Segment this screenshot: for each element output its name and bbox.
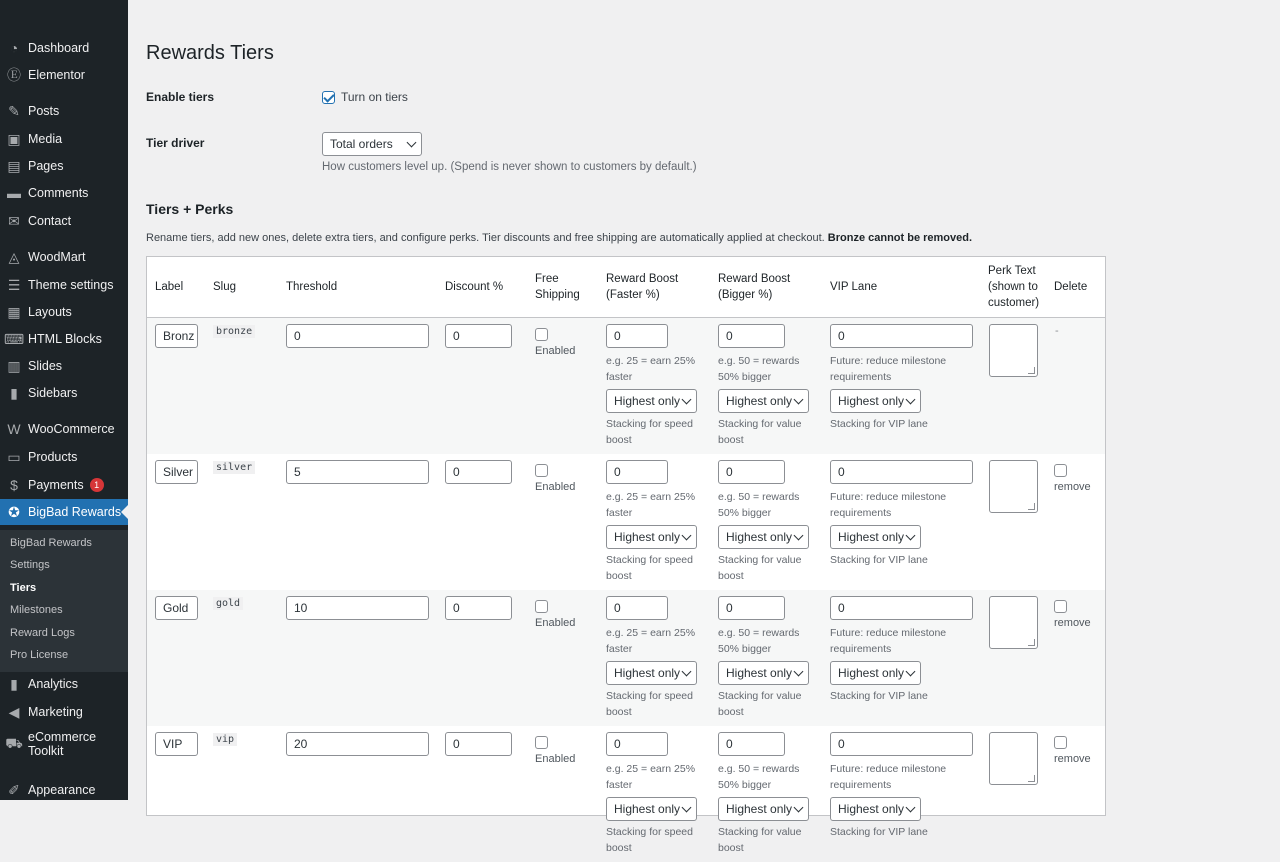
- vip-lane-help: Future: reduce milestone requirements: [830, 491, 947, 519]
- sidebar-item-sidebars[interactable]: [0, 380, 128, 406]
- vip-lane-stacking-help: Stacking for VIP lane: [830, 690, 928, 702]
- chevron-down-icon: [906, 803, 916, 813]
- discount-input[interactable]: 0: [445, 596, 512, 620]
- select-value: Highest only: [838, 802, 905, 816]
- sidebar-item-ecommerce-toolkit[interactable]: [0, 727, 128, 761]
- sidebar-item-pages[interactable]: [0, 153, 128, 179]
- free-shipping-checkbox[interactable]: [535, 464, 548, 477]
- tier-slug: bronze: [213, 325, 255, 338]
- pages-icon: ▤: [7, 157, 21, 174]
- boost-faster-stacking-help: Stacking for speed boost: [606, 554, 693, 582]
- tier-slug: silver: [213, 461, 255, 474]
- sidebar-item-comments[interactable]: [0, 180, 128, 206]
- boost-bigger-stacking-help: Stacking for value boost: [718, 554, 802, 582]
- sidebar-item-slides[interactable]: [0, 353, 128, 379]
- vip-lane-stacking-help: Stacking for VIP lane: [830, 418, 928, 430]
- cart-icon: ⛟: [5, 734, 23, 751]
- sidebar-item-label: Comments: [28, 186, 89, 200]
- tier-row: [147, 726, 1105, 862]
- delete-unavailable: -: [1055, 325, 1059, 337]
- perk-text-textarea[interactable]: [989, 732, 1038, 785]
- perk-text-textarea[interactable]: [989, 596, 1038, 649]
- threshold-input[interactable]: 10: [286, 596, 429, 620]
- sidebar-item-marketing[interactable]: [0, 699, 128, 725]
- header-boost-faster: Reward Boost (Faster %): [606, 273, 679, 301]
- woocommerce-icon: W: [7, 421, 21, 437]
- boost-faster-stacking-select[interactable]: [606, 525, 697, 549]
- vip-lane-input[interactable]: 0: [830, 596, 973, 620]
- vip-lane-help: Future: reduce milestone requirements: [830, 627, 947, 655]
- sidebar-item-label: Appearance: [28, 783, 96, 797]
- vip-lane-help: Future: reduce milestone requirements: [830, 763, 947, 791]
- vip-lane-help: Future: reduce milestone requirements: [830, 355, 947, 383]
- header-perk-text: Perk Text (shown to customer): [988, 265, 1040, 309]
- vip-lane-stacking-select[interactable]: [830, 661, 921, 685]
- header-free-shipping: Free Shipping: [535, 273, 580, 301]
- boost-faster-stacking-select[interactable]: [606, 661, 697, 685]
- boost-faster-help: e.g. 25 = earn 25% faster: [606, 355, 696, 383]
- page-title: Rewards Tiers: [146, 42, 274, 64]
- free-shipping-label: Enabled: [535, 617, 576, 629]
- archive-icon: ▭: [7, 448, 21, 465]
- boost-bigger-help: e.g. 50 = rewards 50% bigger: [718, 627, 800, 655]
- sidebar-item-label: Elementor: [28, 68, 85, 82]
- megaphone-icon: ◀: [8, 703, 20, 720]
- boost-faster-stacking-select[interactable]: [606, 797, 697, 821]
- sliders-icon: ☰: [7, 276, 21, 293]
- submenu-item-settings[interactable]: Settings: [10, 559, 50, 571]
- tier-label-input[interactable]: Gold: [155, 596, 198, 620]
- free-shipping-label: Enabled: [535, 345, 576, 357]
- tier-label-input[interactable]: Bronz: [155, 324, 198, 348]
- sidebar-item-label: Media: [28, 132, 63, 146]
- media-icon: ▣: [7, 130, 21, 147]
- sidebar-item-label: WooCommerce: [28, 422, 115, 436]
- boost-bigger-stacking-select[interactable]: [718, 797, 809, 821]
- chevron-down-icon: [682, 667, 692, 677]
- sidebar-item-bigbad-rewards[interactable]: [0, 499, 128, 525]
- free-shipping-label: Enabled: [535, 481, 576, 493]
- enable-tiers-control[interactable]: [322, 90, 408, 104]
- header-discount: Discount %: [445, 281, 504, 293]
- tier-row: [147, 454, 1105, 590]
- boost-faster-input[interactable]: 0: [606, 732, 668, 756]
- chevron-down-icon: [906, 531, 916, 541]
- vip-lane-input[interactable]: 0: [830, 732, 973, 756]
- tier-driver-value: Total orders: [330, 137, 393, 151]
- perk-text-textarea[interactable]: [989, 324, 1038, 377]
- boost-bigger-stacking-help: Stacking for value boost: [718, 418, 802, 446]
- sidebar-item-label: Contact: [28, 214, 72, 228]
- sidebar-item-contact[interactable]: [0, 208, 128, 234]
- sidebar-item-label: Payments: [28, 478, 84, 492]
- vip-lane-stacking-select[interactable]: [830, 389, 921, 413]
- tier-driver-help: How customers level up. (Spend is never shown to customers by default.): [322, 161, 697, 173]
- boost-bigger-help: e.g. 50 = rewards 50% bigger: [718, 491, 800, 519]
- chevron-down-icon: [682, 531, 692, 541]
- sidebar-item-appearance[interactable]: [0, 777, 128, 803]
- section-title: Tiers + Perks: [146, 201, 234, 217]
- delete-checkbox[interactable]: [1054, 736, 1067, 749]
- free-shipping-checkbox[interactable]: [535, 328, 548, 341]
- award-icon: ✪: [8, 503, 20, 520]
- tiers-table: [146, 256, 1106, 854]
- sidebar-item-label: Analytics: [28, 677, 79, 691]
- vip-lane-input[interactable]: 0: [830, 324, 973, 348]
- sidebar-item-label: BigBad Rewards: [28, 505, 122, 519]
- chevron-down-icon: [794, 531, 804, 541]
- layouts-icon: ▦: [7, 303, 21, 320]
- select-value: Highest only: [838, 530, 905, 544]
- chevron-down-icon: [682, 803, 692, 813]
- chevron-down-icon: [682, 395, 692, 405]
- boost-bigger-input[interactable]: 0: [718, 732, 785, 756]
- chevron-down-icon: [794, 803, 804, 813]
- select-value: Highest only: [838, 394, 905, 408]
- brush-icon: ✐: [8, 781, 20, 798]
- select-value: Highest only: [726, 666, 793, 680]
- enable-tiers-checkbox[interactable]: [322, 91, 335, 104]
- tier-row: [147, 318, 1105, 454]
- boost-bigger-stacking-help: Stacking for value boost: [718, 690, 802, 718]
- woodmart-icon: ◬: [8, 248, 20, 265]
- boost-bigger-input[interactable]: 0: [718, 460, 785, 484]
- notification-badge: 1: [90, 478, 104, 492]
- header-label: Label: [155, 281, 184, 293]
- header-vip-lane: VIP Lane: [830, 281, 878, 293]
- boost-faster-input[interactable]: 0: [606, 324, 668, 348]
- chevron-down-icon: [906, 395, 916, 405]
- submenu-item-reward-logs[interactable]: Reward Logs: [10, 627, 75, 639]
- vip-lane-stacking-help: Stacking for VIP lane: [830, 826, 928, 838]
- sidebar-item-label: Marketing: [28, 705, 83, 719]
- sidebar-item-html-blocks[interactable]: [0, 326, 128, 352]
- enable-tiers-checkbox-label: Turn on tiers: [341, 90, 408, 104]
- boost-faster-input[interactable]: 0: [606, 460, 668, 484]
- boost-faster-stacking-help: Stacking for speed boost: [606, 690, 693, 718]
- header-slug: Slug: [213, 281, 237, 293]
- comments-icon: ▬: [7, 185, 21, 201]
- sidebar-item-woocommerce[interactable]: [0, 416, 128, 442]
- boost-bigger-stacking-select[interactable]: [718, 661, 809, 685]
- vip-lane-stacking-select[interactable]: [830, 797, 921, 821]
- sidebar-item-payments[interactable]: [0, 472, 128, 498]
- submenu-item-milestones[interactable]: Milestones: [10, 604, 63, 616]
- select-value: Highest only: [838, 666, 905, 680]
- boost-bigger-stacking-select[interactable]: [718, 389, 809, 413]
- tier-row: [147, 590, 1105, 726]
- boost-bigger-stacking-help: Stacking for value boost: [718, 826, 802, 854]
- sidebar-item-posts[interactable]: [0, 98, 128, 124]
- boost-bigger-help: e.g. 50 = rewards 50% bigger: [718, 763, 800, 791]
- select-value: Highest only: [726, 802, 793, 816]
- free-shipping-label: Enabled: [535, 753, 576, 765]
- pin-icon: ✎: [8, 102, 20, 119]
- tier-driver-select[interactable]: [322, 132, 422, 156]
- discount-input[interactable]: 0: [445, 732, 512, 756]
- header-boost-bigger: Reward Boost (Bigger %): [718, 273, 791, 301]
- sidebar-item-elementor[interactable]: [0, 62, 128, 88]
- main-content: [146, 0, 1266, 854]
- discount-input[interactable]: 0: [445, 460, 512, 484]
- boost-faster-stacking-select[interactable]: [606, 389, 697, 413]
- tier-slug: gold: [213, 597, 243, 610]
- code-icon: ⌨: [3, 330, 25, 347]
- slides-icon: ▥: [7, 357, 21, 374]
- sidebar-item-woodmart[interactable]: [0, 244, 128, 270]
- boost-faster-help: e.g. 25 = earn 25% faster: [606, 491, 696, 519]
- boost-bigger-help: e.g. 50 = rewards 50% bigger: [718, 355, 800, 383]
- boost-faster-stacking-help: Stacking for speed boost: [606, 826, 693, 854]
- sidebar-item-label: Posts: [28, 104, 60, 118]
- threshold-input[interactable]: 0: [286, 324, 429, 348]
- tier-label-input[interactable]: VIP: [155, 732, 198, 756]
- select-value: Highest only: [726, 530, 793, 544]
- section-description-text: Rename tiers, add new ones, delete extra tiers, and configure perks. Tier discounts and free shipping are automatically applied at checkout.: [146, 232, 825, 244]
- select-value: Highest only: [614, 394, 681, 408]
- tier-slug: vip: [213, 733, 237, 746]
- sidebar-item-label: WoodMart: [28, 250, 86, 264]
- sidebar-item-label: Slides: [28, 359, 63, 373]
- submenu-item-pro-license[interactable]: Pro License: [10, 649, 69, 661]
- vip-lane-input[interactable]: 0: [830, 460, 973, 484]
- sidebar-item-label: Products: [28, 450, 78, 464]
- boost-bigger-input[interactable]: 0: [718, 596, 785, 620]
- tier-label-input[interactable]: Silver: [155, 460, 198, 484]
- section-description-bold: Bronze cannot be removed.: [827, 232, 973, 244]
- free-shipping-checkbox[interactable]: [535, 736, 548, 749]
- chevron-down-icon: [794, 667, 804, 677]
- enable-tiers-label: Enable tiers: [146, 90, 215, 104]
- delete-remove-label: remove: [1054, 617, 1091, 629]
- boost-bigger-stacking-select[interactable]: [718, 525, 809, 549]
- sidebar-item-label: eCommerce Toolkit: [28, 730, 97, 758]
- select-value: Highest only: [614, 666, 681, 680]
- sidebar-item-products[interactable]: [0, 444, 128, 470]
- boost-faster-stacking-help: Stacking for speed boost: [606, 418, 693, 446]
- sidebar-item-theme-settings[interactable]: [0, 272, 128, 298]
- sidebar-item-label: Dashboard: [28, 41, 90, 55]
- select-value: Highest only: [726, 394, 793, 408]
- chevron-down-icon: [794, 395, 804, 405]
- threshold-input[interactable]: 20: [286, 732, 429, 756]
- vip-lane-stacking-help: Stacking for VIP lane: [830, 554, 928, 566]
- boost-bigger-input[interactable]: 0: [718, 324, 785, 348]
- sidebar-icon: ▮: [10, 384, 18, 401]
- delete-remove-label: remove: [1054, 481, 1091, 493]
- rewards-submenu: [0, 530, 128, 672]
- boost-faster-input[interactable]: 0: [606, 596, 668, 620]
- select-value: Highest only: [614, 530, 681, 544]
- submenu-item-tiers[interactable]: Tiers: [10, 582, 37, 594]
- sidebar-item-analytics[interactable]: [0, 671, 128, 697]
- delete-checkbox[interactable]: [1054, 464, 1067, 477]
- vip-lane-stacking-select[interactable]: [830, 525, 921, 549]
- header-delete: Delete: [1054, 281, 1088, 293]
- delete-checkbox[interactable]: [1054, 600, 1067, 613]
- chevron-down-icon: [906, 667, 916, 677]
- sidebar-item-layouts[interactable]: [0, 299, 128, 325]
- header-threshold: Threshold: [286, 281, 338, 293]
- perk-text-textarea[interactable]: [989, 460, 1038, 513]
- tier-driver-label: Tier driver: [146, 136, 205, 150]
- chevron-down-icon: [407, 138, 417, 148]
- select-value: Highest only: [614, 802, 681, 816]
- sidebar-item-label: Sidebars: [28, 386, 78, 400]
- sidebar-item-media[interactable]: [0, 126, 128, 152]
- sidebar-item-label: Theme settings: [28, 278, 114, 292]
- sidebar-item-dashboard[interactable]: [0, 35, 128, 61]
- boost-faster-help: e.g. 25 = earn 25% faster: [606, 763, 696, 791]
- sidebar-item-label: HTML Blocks: [28, 332, 102, 346]
- sidebar-item-label: Pages: [28, 159, 64, 173]
- submenu-item-bigbad-rewards[interactable]: BigBad Rewards: [10, 537, 92, 549]
- free-shipping-checkbox[interactable]: [535, 600, 548, 613]
- delete-remove-label: remove: [1054, 753, 1091, 765]
- chart-icon: ▮: [10, 675, 18, 692]
- threshold-input[interactable]: 5: [286, 460, 429, 484]
- mail-icon: ✉: [8, 212, 20, 229]
- boost-faster-help: e.g. 25 = earn 25% faster: [606, 627, 696, 655]
- sidebar-item-label: Layouts: [28, 305, 72, 319]
- elementor-icon: Ⓔ: [7, 67, 21, 83]
- dollar-icon: $: [10, 477, 18, 493]
- dashboard-icon: ◔: [9, 40, 19, 56]
- section-description: [146, 232, 972, 244]
- admin-sidebar: [0, 0, 128, 800]
- discount-input[interactable]: 0: [445, 324, 512, 348]
